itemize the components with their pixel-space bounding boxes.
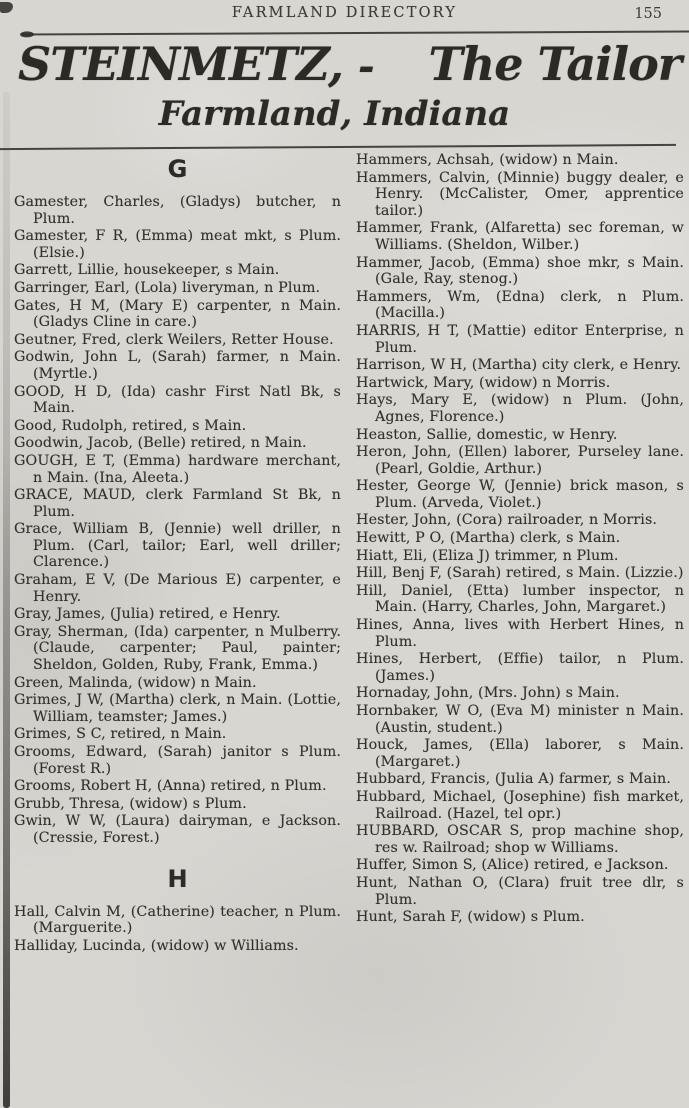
directory-entry: HUBBARD, OSCAR S, prop machine shop, res w. Railroad; shop w Williams. <box>356 823 684 856</box>
directory-entry: Garrett, Lillie, housekeeper, s Main. <box>14 262 280 279</box>
directory-entry: GRACE, MAUD, clerk Farmland St Bk, n Plum. <box>14 487 341 520</box>
top-horizontal-rule <box>22 31 689 36</box>
directory-entry: Harrison, W H, (Martha) city clerk, e Henry. <box>356 357 682 374</box>
directory-entry: Hines, Herbert, (Effie) tailor, n Plum. (James.) <box>356 651 684 684</box>
directory-entry: Hewitt, P O, (Martha) clerk, s Main. <box>356 530 621 547</box>
directory-entry: Geutner, Fred, clerk Weilers, Retter House. <box>14 331 334 348</box>
directory-entry: Grubb, Thresa, (widow) s Plum. <box>14 795 247 812</box>
running-head <box>0 5 689 27</box>
advertiser-location: Farmland, Indiana <box>158 94 511 134</box>
directory-entry: Gates, H M, (Mary E) carpenter, n Main. (Gladys Cline in care.) <box>14 297 341 331</box>
directory-entry: Good, Rudolph, retired, s Main. <box>14 417 247 434</box>
directory-entry: Hubbard, Francis, (Julia A) farmer, s Main. <box>356 771 671 788</box>
directory-entry: Garringer, Earl, (Lola) liveryman, n Plum. <box>14 279 321 296</box>
directory-entry: Hester, John, (Cora) railroader, n Morris. <box>356 512 658 529</box>
page-number: 155 <box>634 6 662 22</box>
directory-entry: Hunt, Nathan O, (Clara) fruit tree dlr, s Plum. <box>356 874 684 908</box>
directory-entry: HARRIS, H T, (Mattie) editor Enterprise, n Plum. <box>356 322 684 356</box>
directory-entry: Gray, James, (Julia) retired, e Henry. <box>14 606 281 623</box>
directory-entry: GOOD, H D, (Ida) cashr First Natl Bk, s Main. <box>14 383 341 417</box>
directory-entry: Halliday, Lucinda, (widow) w Williams. <box>14 937 299 954</box>
directory-entry: Grimes, S C, retired, n Main. <box>14 726 227 743</box>
directory-entry: Grimes, J W, (Martha) clerk, n Main. (Lottie, William, teamster; James.) <box>14 692 341 725</box>
section-letter-heading: G <box>167 155 188 183</box>
advertiser-name: STEINMETZ, <box>18 37 344 91</box>
ad-banner-line1 <box>18 37 681 91</box>
directory-entry: Grooms, Edward, (Sarah) janitor s Plum. (Forest R.) <box>14 744 341 777</box>
directory-entry: Hartwick, Mary, (widow) n Morris. <box>356 374 611 391</box>
directory-entry: Godwin, John L, (Sarah) farmer, n Main. (Myrtle.) <box>14 349 341 382</box>
directory-entry: Hammers, Calvin, (Minnie) buggy dealer, e Henry. (McCalister, Omer, apprentice tailor.) <box>356 169 684 219</box>
directory-entry: Gamester, Charles, (Gladys) butcher, n Plum. <box>14 194 341 227</box>
directory-entry: Houck, James, (Ella) laborer, s Main. (Margaret.) <box>356 737 684 770</box>
directory-columns <box>14 152 684 1106</box>
directory-entry: Heron, John, (Ellen) laborer, Purseley lane. (Pearl, Goldie, Arthur.) <box>356 444 684 477</box>
directory-entry: Gwin, W W, (Laura) dairyman, e Jackson. (Cressie, Forest.) <box>14 813 341 846</box>
directory-entry: Grooms, Robert H, (Anna) retired, n Plum. <box>14 778 327 795</box>
directory-entry: Grace, William B, (Jennie) well driller, n Plum. (Carl, tailor; Earl, well driller; Clarence.) <box>14 521 341 571</box>
directory-entry: Hall, Calvin M, (Catherine) teacher, n Plum. (Marguerite.) <box>14 903 341 937</box>
directory-entry: Hunt, Sarah F, (widow) s Plum. <box>356 909 585 926</box>
advertiser-tagline: The Tailor <box>428 37 681 91</box>
directory-entry: Hill, Daniel, (Etta) lumber inspector, n Main. (Harry, Charles, John, Margaret.) <box>356 582 684 616</box>
directory-entry: Green, Malinda, (widow) n Main. <box>14 674 257 691</box>
directory-entry: Hines, Anna, lives with Herbert Hines, n Plum. <box>356 617 684 650</box>
directory-entry: Heaston, Sallie, domestic, w Henry. <box>356 426 618 443</box>
directory-entry: Hornaday, John, (Mrs. John) s Main. <box>356 685 620 702</box>
directory-entry: Hester, George W, (Jennie) brick mason, s Plum. (Arveda, Violet.) <box>356 478 684 511</box>
directory-entry: Hiatt, Eli, (Eliza J) trimmer, n Plum. <box>356 547 619 564</box>
section-letter-heading: H <box>167 864 188 893</box>
directory-entry: Hill, Benj F, (Sarah) retired, s Main. (Lizzie.) <box>356 565 684 582</box>
directory-entry: Hammers, Wm, (Edna) clerk, n Plum. (Macilla.) <box>356 288 684 322</box>
directory-title: FARMLAND DIRECTORY <box>231 5 458 21</box>
scan-gutter-edge-artifact <box>3 92 10 1108</box>
directory-entry: Hubbard, Michael, (Josephine) fish market, Railroad. (Hazel, tel opr.) <box>356 788 684 822</box>
directory-entry: Hammers, Achsah, (widow) n Main. <box>356 152 619 168</box>
directory-entry: Gamester, F R, (Emma) meat mkt, s Plum. (Elsie.) <box>14 228 341 261</box>
mid-horizontal-rule <box>0 144 676 150</box>
directory-entry: GOUGH, E T, (Emma) hardware merchant, n Main. (Ina, Aleeta.) <box>14 452 341 486</box>
directory-entry: Huffer, Simon S, (Alice) retired, e Jackson. <box>356 857 669 874</box>
directory-entry: Hornbaker, W O, (Eva M) minister n Main. (Austin, student.) <box>356 703 684 736</box>
directory-entry: Graham, E V, (De Marious E) carpenter, e Henry. <box>14 572 341 605</box>
directory-entry: Hammer, Frank, (Alfaretta) sec foreman, w Williams. (Sheldon, Wilber.) <box>356 220 684 253</box>
column-left <box>14 152 341 1106</box>
directory-entry: Hammer, Jacob, (Emma) shoe mkr, s Main. (Gale, Ray, stenog.) <box>356 254 684 288</box>
directory-entry: Gray, Sherman, (Ida) carpenter, n Mulberry. (Claude, carpenter; Paul, painter; Sheldon, Golden, Ruby, Frank, Emma.) <box>14 623 341 674</box>
directory-entry: Hays, Mary E, (widow) n Plum. (John, Agnes, Florence.) <box>356 392 684 425</box>
ad-separator-dash: - <box>358 43 374 90</box>
column-right <box>356 152 684 1106</box>
directory-entry: Goodwin, Jacob, (Belle) retired, n Main. <box>14 435 307 452</box>
